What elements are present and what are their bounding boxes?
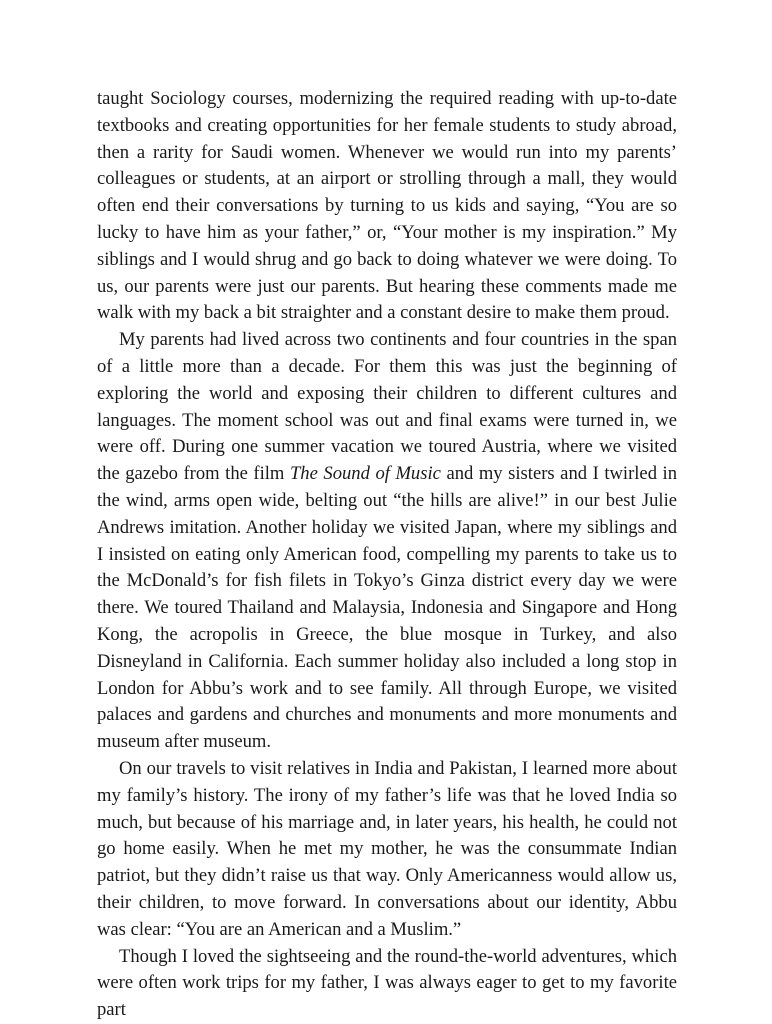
paragraph-favorite-part: Though I loved the sightseeing and the round-the-world adventures, which were often work trips for my father, I was always eager to get to my favorite part bbox=[97, 945, 677, 1021]
paragraph-family-history: On our travels to visit relatives in India and Pakistan, I learned more about my family’s history. The irony of my father’s life was that he loved India so much, but because of his marriage and, in later years, his health, he could not go home easily. When he met my mother, he was the consummate Indian patriot, but they didn’t raise us that way. Only Americanness would allow us, their children, to move forward. In conversations about our identity, Abbu was clear: “You are an American and a Muslim.” bbox=[97, 757, 677, 940]
film-title: The Sound of Music bbox=[289, 463, 441, 485]
paragraph-family-travels bbox=[97, 327, 677, 756]
book-page-text bbox=[97, 86, 677, 1024]
travels-text-before-title: My parents had lived across two continents and four countries in the span of a little more than a decade. For them this was just the beginning of exploring the world and exposing their children to different cultures and languages. The moment school was out and final exams were turned in, we were off. During one summer vacation we toured Austria, where we visited the gazebo from the film bbox=[97, 329, 677, 485]
paragraph-parents-reputation: taught Sociology courses, modernizing the required reading with up-to-date textbooks and creating opportunities for her female students to study abroad, then a rarity for Saudi women. Whenever we would run into my parents’ colleagues or students, at an airport or strolling through a mall, they would often end their conversations by turning to us kids and saying, “You are so lucky to have him as your father,” or, “Your mother is my inspiration.” My siblings and I would shrug and go back to doing whatever we were doing. To us, our parents were just our parents. But hearing these comments made me walk with my back a bit straighter and a constant desire to make them proud. bbox=[97, 88, 677, 324]
travels-text-after-title: and my sisters and I twirled in the wind, arms open wide, belting out “the hills are alive!” in our best Julie Andrews imitation. Another holiday we visited Japan, where my siblings and I insisted on eating only American food, compelling my parents to take us to the McDonald’s for fish filets in Tokyo’s Ginza district every day we were there. We toured Thailand and Malaysia, Indonesia and Singapore and Hong Kong, the acropolis in Greece, the blue mosque in Turkey, and also Disneyland in California. Each summer holiday also included a long stop in London for Abbu’s work and to see family. All through Europe, we visited palaces and gardens and churches and monuments and more monuments and museum after museum. bbox=[97, 463, 677, 753]
